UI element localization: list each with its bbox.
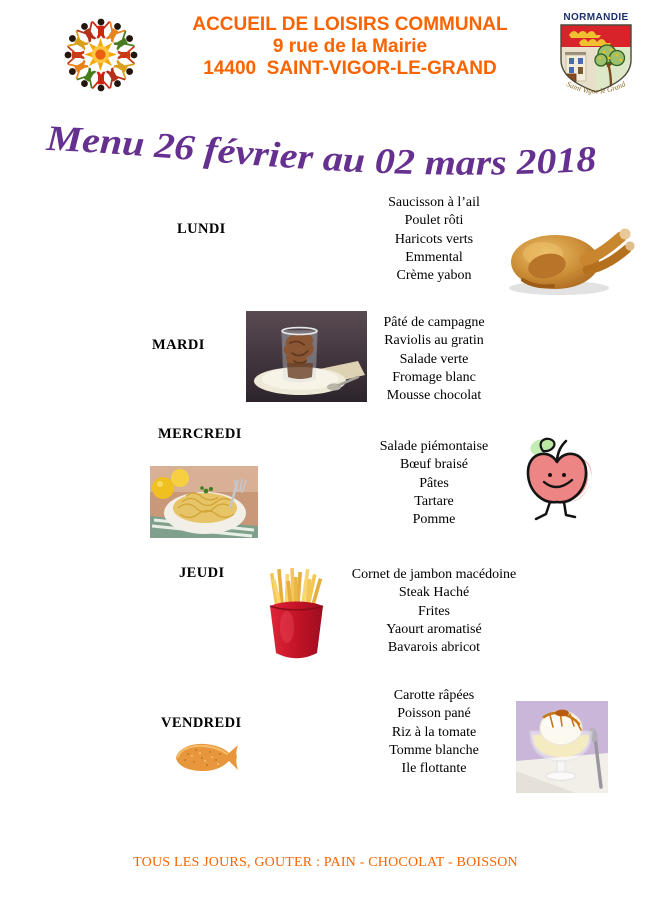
footer-note: TOUS LES JOURS, GOUTER : PAIN - CHOCOLAT - BOISSON <box>133 855 518 870</box>
normandie-crest-logo <box>549 8 643 104</box>
menu-item: Salade verte <box>399 351 469 367</box>
spaghetti-plate-image <box>150 466 258 538</box>
menu-item: Pomme <box>412 512 456 528</box>
menu-item: Ile flottante <box>401 761 467 777</box>
menu-item: Crème yabon <box>396 268 472 284</box>
menu-item: Saucisson à l’ail <box>388 195 480 210</box>
menu-item: Frites <box>418 603 450 619</box>
normandie-crest-svg <box>549 8 643 104</box>
menu-item: Mousse chocolat <box>386 388 482 404</box>
day-label-mardi: MARDI <box>152 337 205 353</box>
roast-chicken-image <box>497 220 643 300</box>
day-label-mercredi: MERCREDI <box>158 426 242 442</box>
children-circle-logo-svg <box>52 6 150 104</box>
menu-item: Carotte râpées <box>393 688 475 703</box>
crest-region-label: NORMANDIE <box>563 12 629 23</box>
day-label-lundi: LUNDI <box>177 221 226 237</box>
sun-icon <box>84 38 117 71</box>
menu-item: Steak Haché <box>398 585 470 601</box>
menu-title-svg <box>38 110 613 198</box>
menu-item: Riz à la tomate <box>391 724 477 740</box>
address-line1: 9 rue de la Mairie <box>272 36 428 57</box>
menu-item: Poulet rôti <box>404 213 464 229</box>
menu-title <box>38 110 613 198</box>
menu-item: Salade piémontaise <box>379 439 489 454</box>
menu-item: Fromage blanc <box>392 369 476 385</box>
french-fries-image <box>261 565 332 661</box>
menu-item: Tomme blanche <box>389 742 479 758</box>
menu-item: Raviolis au gratin <box>384 333 484 349</box>
menu-item: Cornet de jambon macédoine <box>351 567 517 582</box>
menu-item: Bavarois abricot <box>387 640 481 656</box>
floating-island-image <box>516 701 608 793</box>
menu-item: Yaourt aromatisé <box>386 621 482 637</box>
day-label-vendredi: VENDREDI <box>161 715 242 731</box>
menu-item: Pâté de campagne <box>383 315 485 330</box>
children-circle-logo <box>52 6 150 104</box>
menu-item: Pâtes <box>419 475 449 491</box>
menu-item: Tartare <box>414 493 454 509</box>
org-name: ACCUEIL DE LOISIRS COMMUNAL <box>192 14 508 35</box>
menu-item: Bœuf braisé <box>399 457 469 473</box>
day-label-jeudi: JEUDI <box>179 565 225 581</box>
menu-title-text: Menu 26 février au 02 mars 2018 <box>45 117 596 183</box>
apple-character-image <box>517 434 599 527</box>
menu-item: Emmental <box>405 249 463 265</box>
menu-item: Poisson pané <box>397 706 471 722</box>
breaded-fish-image <box>172 740 246 775</box>
crest-town-label: Saint Vigor le Grand <box>565 79 627 96</box>
svg-text:Menu 26 février au 02 mars 201 <box>44 118 597 183</box>
header-address-block <box>175 14 525 80</box>
chocolate-mousse-image <box>246 311 367 402</box>
menu-item: Haricots verts <box>394 231 474 247</box>
address-line2: 14400 SAINT-VIGOR-LE-GRAND <box>203 58 497 79</box>
